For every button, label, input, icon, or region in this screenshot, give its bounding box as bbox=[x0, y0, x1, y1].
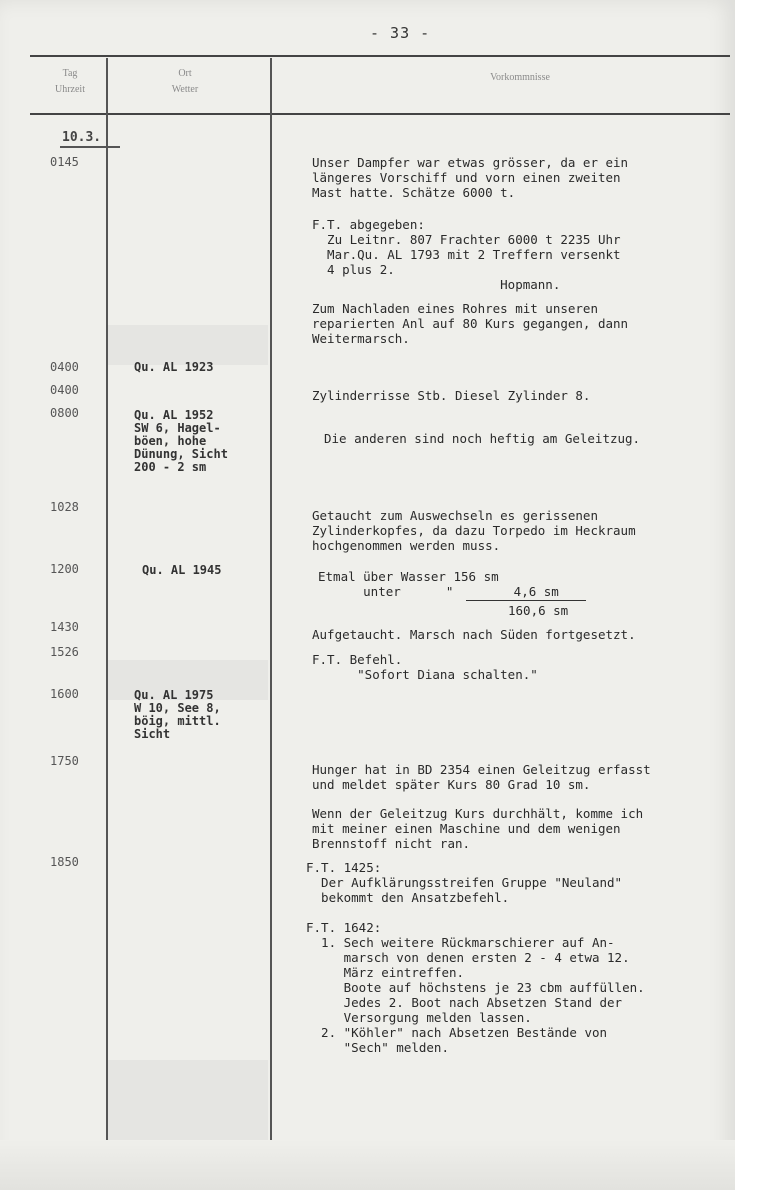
header-top-rule bbox=[30, 55, 730, 57]
scan-bottom-shadow bbox=[0, 1140, 735, 1190]
entry-time: 0400 bbox=[50, 383, 79, 397]
entry-text: 160,6 sm bbox=[508, 603, 569, 618]
entry-text: F.T. Befehl. "Sofort Diana schalten." bbox=[312, 652, 538, 682]
entry-time: 0145 bbox=[50, 155, 79, 169]
column-header-time: Tag Uhrzeit bbox=[55, 68, 85, 95]
sum-rule bbox=[466, 600, 586, 601]
entry-location-weather: Qu. AL 1952 SW 6, Hagel- böen, hohe Dünung, Sicht 200 - 2 sm bbox=[134, 408, 228, 474]
entry-time: 0400 bbox=[50, 360, 79, 374]
column-header-location-weather: Ort Wetter bbox=[171, 68, 199, 95]
header-bottom-rule bbox=[30, 113, 730, 115]
entry-time: 1600 bbox=[50, 687, 79, 701]
entry-time: 1850 bbox=[50, 855, 79, 869]
entry-text: Zylinderrisse Stb. Diesel Zylinder 8. bbox=[312, 388, 591, 403]
entry-text: Hunger hat in BD 2354 einen Geleitzug erfasst und meldet später Kurs 80 Grad 10 sm. bbox=[312, 762, 651, 792]
entry-location-weather: Qu. AL 1923 bbox=[134, 360, 214, 374]
entry-location-weather: Qu. AL 1945 bbox=[142, 563, 222, 577]
date-underline bbox=[60, 146, 120, 148]
scan-shading bbox=[108, 1060, 268, 1140]
page-number: - 33 - bbox=[370, 24, 431, 42]
column-divider-2 bbox=[270, 58, 272, 1153]
column-divider-1 bbox=[106, 58, 108, 1153]
entry-time: 0800 bbox=[50, 406, 79, 420]
entry-time: 1028 bbox=[50, 500, 79, 514]
entry-text: Zum Nachladen eines Rohres mit unseren reparierten Anl auf 80 Kurs gegangen, dann Weitermarsch. bbox=[312, 301, 629, 346]
entry-text: Unser Dampfer war etwas grösser, da er ein längeres Vorschiff und vorn einen zweiten Mast hatte. Schätze 6000 t. bbox=[312, 155, 629, 200]
entry-text: Wenn der Geleitzug Kurs durchhält, komme ich mit meiner einen Maschine und dem wenigen Brennstoff nicht ran. bbox=[312, 806, 644, 851]
entry-text: Aufgetaucht. Marsch nach Süden fortgesetzt. bbox=[312, 627, 636, 642]
date-mark: 10.3. bbox=[62, 130, 102, 145]
scan-shading bbox=[108, 325, 268, 365]
entry-text: Etmal über Wasser 156 sm unter " 4,6 sm bbox=[318, 569, 559, 599]
entry-location-weather: Qu. AL 1975 W 10, See 8, böig, mittl. Sicht bbox=[134, 688, 221, 741]
column-header-events: Vorkommnisse bbox=[490, 72, 550, 83]
scan-margin bbox=[735, 0, 760, 1190]
entry-text: Die anderen sind noch heftig am Geleitzug. bbox=[324, 431, 641, 446]
entry-time: 1430 bbox=[50, 620, 79, 634]
entry-text: F.T. 1642: 1. Sech weitere Rückmarschierer auf An- marsch von denen ersten 2 - 4 etwa 12. März eintreffen. Boote auf höchstens je 23 cbm auffüllen. Jedes 2. Boot nach Absetzen Stand der Versorgung melden lassen. 2. "Köhler" nach Absetzen Bestände von "Sech" melden. bbox=[306, 920, 645, 1055]
entry-text: F.T. 1425: Der Aufklärungsstreifen Gruppe "Neuland" bekommt den Ansatzbefehl. bbox=[306, 860, 623, 905]
entry-time: 1200 bbox=[50, 562, 79, 576]
entry-time: 1750 bbox=[50, 754, 79, 768]
entry-text: F.T. abgegeben: Zu Leitnr. 807 Frachter 6000 t 2235 Uhr Mar.Qu. AL 1793 mit 2 Treffern versenkt 4 plus 2. Hopmann. bbox=[312, 217, 621, 292]
entry-text: Getaucht zum Auswechseln es gerissenen Zylinderkopfes, da dazu Torpedo im Heckraum hochgenommen werden muss. bbox=[312, 508, 636, 553]
entry-time: 1526 bbox=[50, 645, 79, 659]
